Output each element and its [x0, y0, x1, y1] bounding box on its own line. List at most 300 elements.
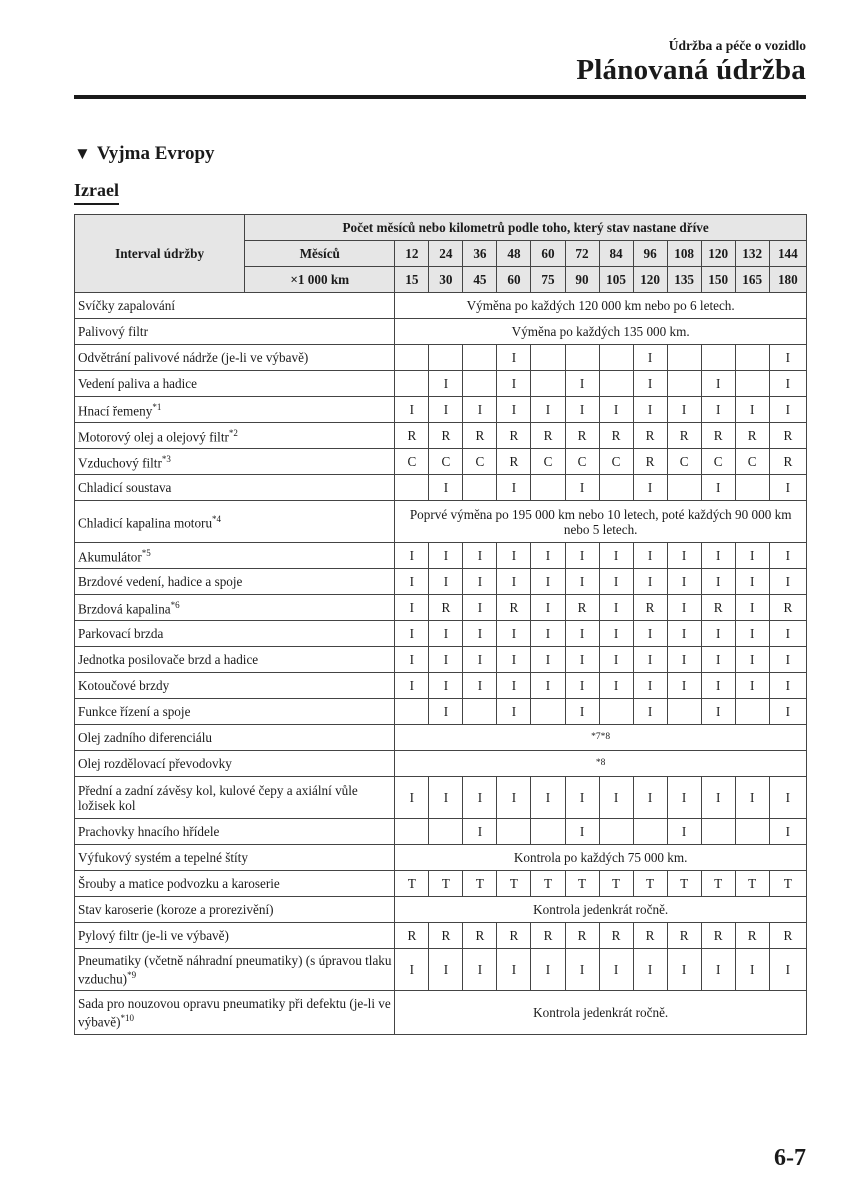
- schedule-cell: I: [735, 777, 769, 819]
- schedule-cell: [497, 819, 531, 845]
- schedule-cell: I: [429, 647, 463, 673]
- schedule-cell: I: [429, 371, 463, 397]
- table-row: [75, 845, 807, 871]
- schedule-cell: I: [769, 699, 806, 725]
- item-label: [75, 991, 395, 1035]
- km-header: 150: [701, 267, 735, 293]
- schedule-cell: R: [395, 923, 429, 949]
- table-row: [75, 501, 807, 543]
- schedule-cell: R: [429, 923, 463, 949]
- table-row: [75, 397, 807, 423]
- km-header: 105: [599, 267, 633, 293]
- schedule-cell: I: [599, 397, 633, 423]
- schedule-cell: R: [633, 923, 667, 949]
- schedule-cell: I: [429, 673, 463, 699]
- schedule-cell: I: [599, 543, 633, 569]
- schedule-cell: I: [633, 949, 667, 991]
- schedule-cell: R: [463, 423, 497, 449]
- item-label-text: Jednotka posilovače brzd a hadice: [78, 652, 259, 667]
- km-header: 15: [395, 267, 429, 293]
- schedule-cell: R: [735, 923, 769, 949]
- schedule-cell: I: [769, 819, 806, 845]
- item-label-text: Parkovací brzda: [78, 626, 164, 641]
- interval-label: Interval údržby: [75, 215, 245, 293]
- footnote-ref: *9: [127, 969, 137, 980]
- item-label: [75, 777, 395, 819]
- schedule-cell: [463, 699, 497, 725]
- schedule-cell: I: [429, 949, 463, 991]
- schedule-cell: I: [497, 345, 531, 371]
- schedule-cell: I: [735, 543, 769, 569]
- schedule-cell: I: [769, 569, 806, 595]
- schedule-cell: I: [429, 543, 463, 569]
- table-row: [75, 991, 807, 1035]
- schedule-cell: I: [769, 371, 806, 397]
- interval-note: *7*8: [395, 725, 807, 751]
- item-label: [75, 475, 395, 501]
- schedule-cell: I: [633, 475, 667, 501]
- month-header: 72: [565, 241, 599, 267]
- item-label-text: Brzdové vedení, hadice a spoje: [78, 574, 243, 589]
- item-label: [75, 871, 395, 897]
- item-label-text: Akumulátor: [78, 549, 142, 565]
- item-label-text: Funkce řízení a spoje: [78, 704, 191, 719]
- schedule-cell: I: [769, 397, 806, 423]
- schedule-cell: I: [599, 621, 633, 647]
- item-label-text: Chladicí soustava: [78, 480, 172, 495]
- schedule-cell: I: [463, 543, 497, 569]
- schedule-cell: I: [395, 595, 429, 621]
- item-label: [75, 819, 395, 845]
- schedule-cell: I: [395, 397, 429, 423]
- item-label-text: Šrouby a matice podvozku a karoserie: [78, 876, 280, 891]
- schedule-cell: C: [701, 449, 735, 475]
- interval-note: Výměna po každých 120 000 km nebo po 6 letech.: [395, 293, 807, 319]
- month-header: 132: [735, 241, 769, 267]
- schedule-cell: I: [599, 595, 633, 621]
- schedule-cell: [667, 699, 701, 725]
- footnote-ref: *10: [120, 1012, 134, 1023]
- schedule-cell: I: [701, 949, 735, 991]
- item-label-text: Prachovky hnacího hřídele: [78, 824, 220, 839]
- item-label-text: Sada pro nouzovou opravu pneumatiky při defektu (je-li ve výbavě): [78, 995, 391, 1030]
- schedule-cell: R: [701, 923, 735, 949]
- footnote-ref: *6: [170, 600, 180, 611]
- schedule-cell: R: [565, 923, 599, 949]
- schedule-cell: I: [463, 673, 497, 699]
- schedule-cell: I: [395, 647, 429, 673]
- schedule-cell: R: [667, 923, 701, 949]
- footnote-ref: *3: [161, 454, 171, 465]
- table-row: [75, 475, 807, 501]
- schedule-cell: [667, 475, 701, 501]
- km-header: 30: [429, 267, 463, 293]
- schedule-cell: [531, 345, 565, 371]
- schedule-cell: I: [735, 621, 769, 647]
- month-header: 60: [531, 241, 565, 267]
- item-label-text: Brzdová kapalina: [78, 601, 171, 617]
- schedule-cell: I: [497, 475, 531, 501]
- table-row: [75, 673, 807, 699]
- schedule-cell: I: [497, 777, 531, 819]
- schedule-cell: I: [463, 949, 497, 991]
- item-label: [75, 449, 395, 475]
- schedule-cell: R: [633, 423, 667, 449]
- interval-span-title: Počet měsíců nebo kilometrů podle toho, který stav nastane dříve: [245, 215, 807, 241]
- table-row: [75, 647, 807, 673]
- schedule-cell: R: [633, 595, 667, 621]
- schedule-cell: I: [701, 475, 735, 501]
- item-label: [75, 423, 395, 449]
- table-row: [75, 751, 807, 777]
- table-row: [75, 423, 807, 449]
- schedule-cell: I: [565, 673, 599, 699]
- schedule-cell: R: [531, 923, 565, 949]
- schedule-cell: [599, 345, 633, 371]
- month-header: 84: [599, 241, 633, 267]
- item-label-text: Vzduchový filtr: [78, 455, 162, 471]
- month-header: 144: [769, 241, 806, 267]
- schedule-cell: T: [599, 871, 633, 897]
- schedule-cell: T: [667, 871, 701, 897]
- item-label-text: Kotoučové brzdy: [78, 678, 170, 693]
- maintenance-schedule-table: [74, 214, 807, 1035]
- schedule-cell: I: [565, 475, 599, 501]
- item-label: [75, 293, 395, 319]
- interval-note: Poprvé výměna po 195 000 km nebo 10 letech, poté každých 90 000 km nebo 5 letech.: [395, 501, 807, 543]
- item-label: [75, 595, 395, 621]
- footnote-ref: *4: [212, 514, 222, 525]
- table-row: [75, 595, 807, 621]
- schedule-cell: [531, 475, 565, 501]
- schedule-cell: [531, 371, 565, 397]
- schedule-cell: I: [565, 543, 599, 569]
- table-row: [75, 371, 807, 397]
- schedule-cell: I: [667, 397, 701, 423]
- km-header: 135: [667, 267, 701, 293]
- schedule-cell: I: [633, 777, 667, 819]
- schedule-cell: I: [531, 595, 565, 621]
- item-label: [75, 751, 395, 777]
- schedule-cell: I: [701, 569, 735, 595]
- schedule-cell: I: [463, 621, 497, 647]
- table-row: [75, 543, 807, 569]
- schedule-cell: T: [769, 871, 806, 897]
- schedule-cell: I: [497, 543, 531, 569]
- item-label: [75, 673, 395, 699]
- schedule-cell: R: [395, 423, 429, 449]
- item-label: [75, 501, 395, 543]
- schedule-cell: T: [395, 871, 429, 897]
- schedule-cell: I: [565, 621, 599, 647]
- month-header: 36: [463, 241, 497, 267]
- item-label-text: Motorový olej a olejový filtr: [78, 429, 229, 445]
- item-label: [75, 845, 395, 871]
- schedule-cell: I: [701, 397, 735, 423]
- schedule-cell: T: [531, 871, 565, 897]
- schedule-cell: I: [463, 595, 497, 621]
- schedule-cell: I: [463, 569, 497, 595]
- schedule-cell: T: [701, 871, 735, 897]
- item-label-text: Výfukový systém a tepelné štíty: [78, 850, 248, 865]
- schedule-cell: [531, 819, 565, 845]
- schedule-cell: I: [395, 673, 429, 699]
- schedule-cell: I: [735, 595, 769, 621]
- schedule-cell: [531, 699, 565, 725]
- schedule-cell: I: [531, 949, 565, 991]
- schedule-cell: I: [735, 673, 769, 699]
- schedule-cell: T: [735, 871, 769, 897]
- schedule-cell: I: [463, 397, 497, 423]
- schedule-cell: I: [667, 673, 701, 699]
- schedule-cell: I: [633, 345, 667, 371]
- schedule-cell: C: [429, 449, 463, 475]
- schedule-cell: I: [531, 397, 565, 423]
- interval-note: Kontrola po každých 75 000 km.: [395, 845, 807, 871]
- schedule-cell: I: [429, 621, 463, 647]
- km-header: 45: [463, 267, 497, 293]
- item-label: [75, 569, 395, 595]
- section-heading: [74, 143, 215, 165]
- schedule-cell: R: [769, 449, 806, 475]
- schedule-cell: I: [531, 673, 565, 699]
- interval-note: Kontrola jedenkrát ročně.: [395, 991, 807, 1035]
- item-label-text: Vedení paliva a hadice: [78, 376, 197, 391]
- schedule-cell: I: [735, 949, 769, 991]
- item-label: [75, 371, 395, 397]
- item-label: [75, 319, 395, 345]
- schedule-cell: R: [565, 595, 599, 621]
- table-row: [75, 871, 807, 897]
- schedule-cell: I: [531, 621, 565, 647]
- table-row: [75, 949, 807, 991]
- table-row: [75, 923, 807, 949]
- schedule-cell: I: [599, 569, 633, 595]
- schedule-cell: R: [599, 423, 633, 449]
- subsection-heading: Izrael: [74, 180, 119, 205]
- footnote-ref: *2: [228, 428, 238, 439]
- schedule-cell: I: [429, 397, 463, 423]
- schedule-cell: I: [565, 699, 599, 725]
- schedule-cell: [735, 345, 769, 371]
- page-title: Plánovaná údržba: [576, 54, 806, 86]
- schedule-cell: [735, 475, 769, 501]
- item-label-text: Olej rozdělovací převodovky: [78, 756, 232, 771]
- km-header: 180: [769, 267, 806, 293]
- month-header: 120: [701, 241, 735, 267]
- item-label-text: Pneumatiky (včetně náhradní pneumatiky) (s úpravou tlaku vzduchu): [78, 952, 392, 987]
- schedule-cell: I: [565, 371, 599, 397]
- schedule-cell: I: [497, 647, 531, 673]
- schedule-cell: I: [497, 371, 531, 397]
- schedule-cell: R: [667, 423, 701, 449]
- km-header: 165: [735, 267, 769, 293]
- schedule-cell: I: [667, 819, 701, 845]
- schedule-cell: I: [701, 699, 735, 725]
- schedule-cell: R: [599, 923, 633, 949]
- schedule-cell: I: [667, 595, 701, 621]
- month-header: 108: [667, 241, 701, 267]
- schedule-cell: [701, 345, 735, 371]
- item-label: [75, 345, 395, 371]
- schedule-cell: [395, 699, 429, 725]
- schedule-cell: R: [701, 595, 735, 621]
- schedule-cell: I: [735, 647, 769, 673]
- schedule-cell: I: [497, 673, 531, 699]
- item-label: [75, 725, 395, 751]
- schedule-cell: [735, 699, 769, 725]
- schedule-cell: [599, 475, 633, 501]
- table-row: [75, 621, 807, 647]
- schedule-cell: T: [497, 871, 531, 897]
- schedule-cell: I: [395, 569, 429, 595]
- item-label-text: Olej zadního diferenciálu: [78, 730, 213, 745]
- schedule-cell: R: [769, 595, 806, 621]
- km-header: 120: [633, 267, 667, 293]
- schedule-cell: R: [565, 423, 599, 449]
- table-row: [75, 569, 807, 595]
- item-label: [75, 699, 395, 725]
- schedule-cell: I: [565, 777, 599, 819]
- schedule-cell: I: [701, 371, 735, 397]
- schedule-cell: I: [497, 621, 531, 647]
- schedule-cell: I: [769, 777, 806, 819]
- schedule-cell: I: [497, 699, 531, 725]
- table-row: [75, 897, 807, 923]
- schedule-cell: I: [565, 819, 599, 845]
- schedule-cell: I: [463, 819, 497, 845]
- schedule-cell: T: [463, 871, 497, 897]
- item-label: [75, 923, 395, 949]
- item-label-text: Pylový filtr (je-li ve výbavě): [78, 928, 229, 943]
- schedule-cell: [395, 371, 429, 397]
- schedule-cell: T: [429, 871, 463, 897]
- schedule-cell: [667, 371, 701, 397]
- schedule-cell: R: [735, 423, 769, 449]
- schedule-cell: I: [667, 569, 701, 595]
- interval-note: *8: [395, 751, 807, 777]
- km-header: 60: [497, 267, 531, 293]
- schedule-cell: I: [769, 345, 806, 371]
- schedule-cell: [463, 371, 497, 397]
- schedule-cell: I: [531, 569, 565, 595]
- schedule-cell: I: [667, 543, 701, 569]
- schedule-cell: I: [633, 569, 667, 595]
- item-label-text: Svíčky zapalování: [78, 298, 176, 313]
- schedule-cell: I: [633, 543, 667, 569]
- schedule-cell: [463, 345, 497, 371]
- schedule-cell: I: [701, 673, 735, 699]
- interval-note: Výměna po každých 135 000 km.: [395, 319, 807, 345]
- schedule-cell: R: [701, 423, 735, 449]
- item-label: [75, 621, 395, 647]
- table-row: [75, 699, 807, 725]
- schedule-cell: I: [531, 647, 565, 673]
- item-label-text: Hnací řemeny: [78, 403, 153, 419]
- table-row: [75, 319, 807, 345]
- schedule-cell: I: [769, 673, 806, 699]
- schedule-cell: [667, 345, 701, 371]
- footnote-ref: *1: [152, 402, 162, 413]
- schedule-cell: [429, 819, 463, 845]
- item-label: [75, 397, 395, 423]
- schedule-cell: R: [497, 595, 531, 621]
- interval-note: Kontrola jedenkrát ročně.: [395, 897, 807, 923]
- schedule-cell: C: [565, 449, 599, 475]
- schedule-cell: I: [701, 543, 735, 569]
- schedule-cell: R: [497, 923, 531, 949]
- item-label: [75, 949, 395, 991]
- schedule-cell: I: [599, 949, 633, 991]
- schedule-cell: [395, 475, 429, 501]
- schedule-cell: I: [395, 949, 429, 991]
- schedule-cell: R: [769, 923, 806, 949]
- month-header: 96: [633, 241, 667, 267]
- schedule-cell: I: [463, 777, 497, 819]
- schedule-cell: [599, 699, 633, 725]
- item-label-text: Palivový filtr: [78, 324, 148, 339]
- schedule-cell: I: [497, 949, 531, 991]
- table-row: [75, 777, 807, 819]
- schedule-cell: I: [769, 647, 806, 673]
- table-row: [75, 449, 807, 475]
- schedule-cell: [701, 819, 735, 845]
- schedule-cell: R: [463, 923, 497, 949]
- schedule-cell: [429, 345, 463, 371]
- schedule-cell: I: [633, 621, 667, 647]
- schedule-cell: I: [769, 949, 806, 991]
- schedule-cell: C: [735, 449, 769, 475]
- schedule-cell: I: [633, 371, 667, 397]
- item-label: [75, 897, 395, 923]
- schedule-cell: I: [429, 777, 463, 819]
- item-label-text: Odvětrání palivové nádrže (je-li ve výbavě): [78, 350, 309, 365]
- schedule-cell: I: [701, 777, 735, 819]
- schedule-cell: R: [497, 423, 531, 449]
- schedule-cell: [395, 345, 429, 371]
- schedule-cell: I: [565, 647, 599, 673]
- schedule-cell: I: [769, 475, 806, 501]
- schedule-cell: I: [497, 397, 531, 423]
- schedule-cell: I: [565, 569, 599, 595]
- schedule-cell: C: [395, 449, 429, 475]
- schedule-cell: [735, 819, 769, 845]
- schedule-cell: I: [667, 949, 701, 991]
- schedule-cell: R: [429, 423, 463, 449]
- schedule-cell: I: [769, 543, 806, 569]
- schedule-cell: [735, 371, 769, 397]
- schedule-cell: [599, 371, 633, 397]
- section-heading-text: Vyjma Evropy: [96, 143, 215, 164]
- schedule-cell: I: [735, 397, 769, 423]
- schedule-cell: C: [667, 449, 701, 475]
- schedule-cell: I: [701, 621, 735, 647]
- table-row: [75, 725, 807, 751]
- months-label: Měsíců: [245, 241, 395, 267]
- schedule-cell: I: [429, 569, 463, 595]
- item-label: [75, 647, 395, 673]
- schedule-cell: I: [565, 397, 599, 423]
- schedule-cell: R: [633, 449, 667, 475]
- item-label-text: Chladicí kapalina motoru: [78, 515, 213, 531]
- page-number: 6-7: [774, 1145, 806, 1171]
- schedule-cell: I: [769, 621, 806, 647]
- schedule-cell: I: [599, 777, 633, 819]
- month-header: 48: [497, 241, 531, 267]
- km-header: 75: [531, 267, 565, 293]
- schedule-cell: [565, 345, 599, 371]
- schedule-cell: I: [565, 949, 599, 991]
